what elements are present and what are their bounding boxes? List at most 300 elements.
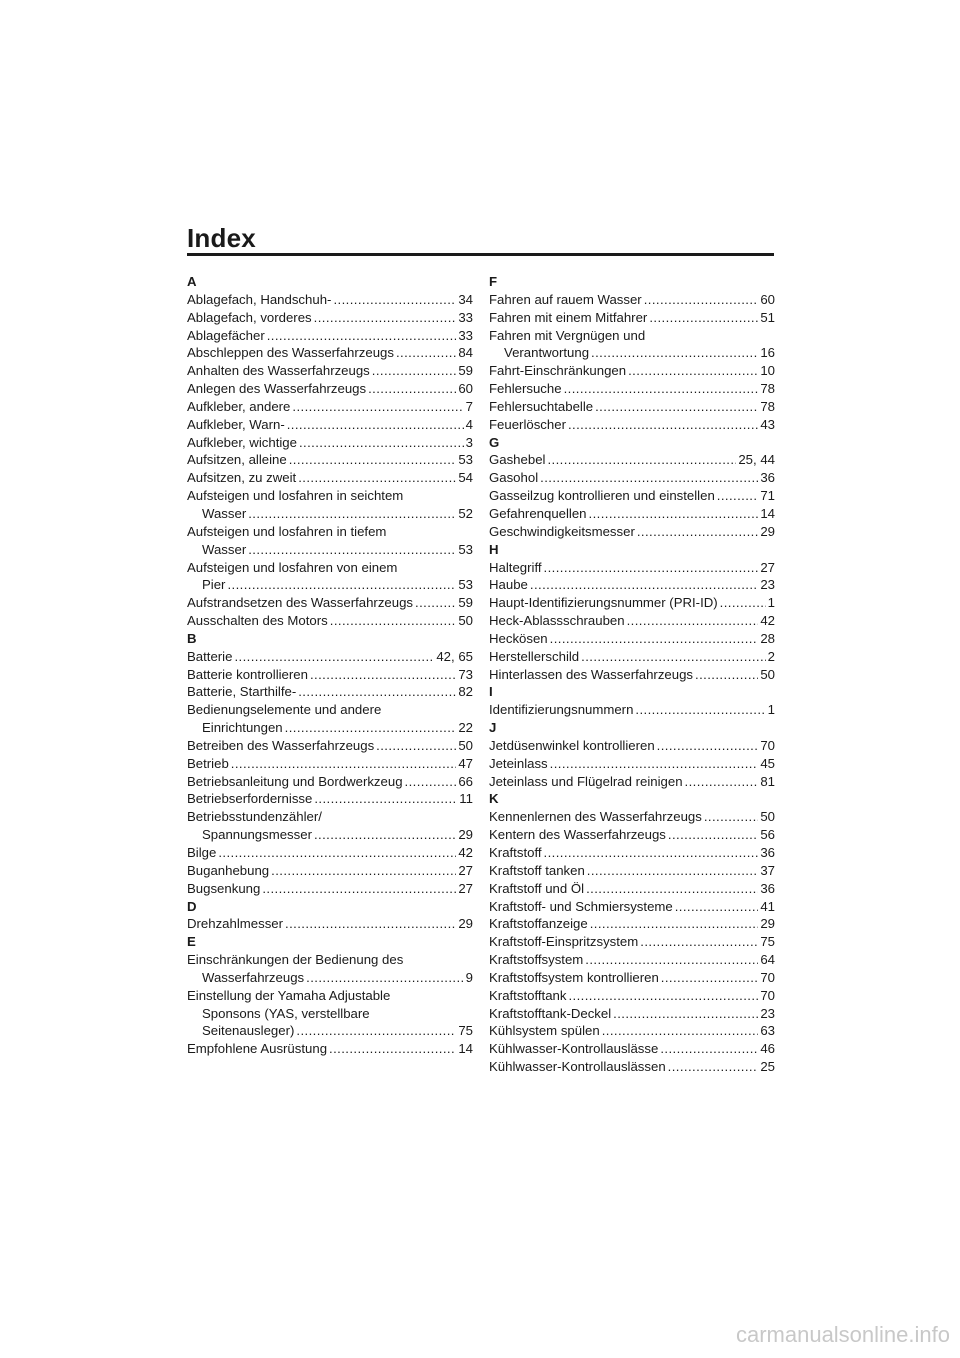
entry-label: Abschleppen des Wasserfahrzeugs xyxy=(187,345,394,361)
index-entry xyxy=(489,898,775,916)
page-number: 28 xyxy=(760,630,775,646)
entry-label: Heckösen xyxy=(489,630,548,646)
entry-label: Ablagefach, vorderes xyxy=(187,309,312,325)
dot-leader xyxy=(248,541,456,559)
dot-leader xyxy=(602,1022,759,1040)
page-number: 22 xyxy=(458,720,473,736)
entry-label: Verantwortung xyxy=(504,345,590,361)
dot-leader xyxy=(547,451,736,469)
index-entry-row xyxy=(187,469,473,487)
dot-leader xyxy=(587,862,759,880)
dot-leader xyxy=(635,701,765,719)
dot-leader xyxy=(695,666,758,684)
page-number: 27 xyxy=(458,880,473,896)
entry-label: Aufkleber, andere xyxy=(187,398,291,414)
index-entry xyxy=(187,398,473,416)
index-entry xyxy=(489,1022,775,1040)
page-number: 11 xyxy=(459,791,473,807)
index-entry xyxy=(187,451,473,469)
dot-leader xyxy=(310,666,456,684)
section-letter: B xyxy=(187,630,197,646)
entry-label: Identifizierungsnummern xyxy=(489,702,634,718)
page-number: 4 xyxy=(465,416,473,432)
page-number: 43 xyxy=(760,416,775,432)
dot-leader xyxy=(720,594,766,612)
page-number: 25 xyxy=(760,1059,775,1075)
index-entry xyxy=(489,291,775,309)
index-entry-row xyxy=(187,451,473,469)
page-number: 56 xyxy=(760,827,775,843)
page-number: 36 xyxy=(760,845,775,860)
index-entry-row xyxy=(187,362,473,380)
dot-leader xyxy=(285,719,457,737)
page-number: 37 xyxy=(760,862,775,878)
index-entry-row xyxy=(489,933,775,951)
page-number: 29 xyxy=(760,916,775,932)
entry-label: Kraftstoff-Einspritzsystem xyxy=(489,934,639,950)
dot-leader xyxy=(649,309,758,327)
entry-label: Kraftstoff- und Schmiersysteme xyxy=(489,898,673,914)
index-entry xyxy=(187,380,473,398)
page-number: 3 xyxy=(465,434,473,450)
dot-leader xyxy=(586,880,758,898)
index-entry-row xyxy=(187,1022,473,1040)
index-entry-row xyxy=(489,344,775,362)
page-number: 23 xyxy=(760,577,775,593)
index-entry xyxy=(187,844,473,862)
index-entry-row xyxy=(187,880,473,898)
index-entry-row xyxy=(187,344,473,362)
index-entry xyxy=(187,737,473,755)
page-number: 71 xyxy=(760,488,775,504)
index-entry-row xyxy=(489,826,775,844)
index-entry-row xyxy=(489,898,775,916)
page-number: 47 xyxy=(458,755,473,771)
index-entry-row xyxy=(489,362,775,380)
page-number: 45 xyxy=(760,755,775,771)
page-number: 63 xyxy=(760,1023,775,1039)
index-entry xyxy=(489,469,775,487)
page-number: 70 xyxy=(760,737,775,753)
index-entry-row xyxy=(187,416,473,434)
index-entry-row xyxy=(489,416,775,434)
index-entry xyxy=(187,487,473,523)
dot-leader xyxy=(627,612,759,630)
entry-label: Jeteinlass xyxy=(489,755,548,771)
page-number: 53 xyxy=(458,452,473,468)
entry-label: Haupt-Identifizierungsnummer (PRI-ID) xyxy=(489,595,718,611)
index-entry xyxy=(187,755,473,773)
index-entry xyxy=(489,1058,775,1076)
page-number: 64 xyxy=(760,952,775,968)
page-number: 46 xyxy=(760,1041,775,1057)
index-entry xyxy=(489,487,775,505)
index-entry-row xyxy=(187,862,473,880)
page-number: 52 xyxy=(458,505,473,521)
index-entry xyxy=(489,380,775,398)
entry-label: Kraftstoff xyxy=(489,845,542,860)
section-letter: A xyxy=(187,274,197,289)
entry-label: Geschwindigkeitsmesser xyxy=(489,523,635,539)
section-letter: K xyxy=(489,791,499,807)
page-number: 70 xyxy=(760,987,775,1003)
entry-label: Betreiben des Wasserfahrzeugs xyxy=(187,737,375,753)
page-number: 34 xyxy=(458,291,473,307)
index-entry-line: Aufsteigen und losfahren von einem xyxy=(187,559,398,575)
entry-label: Aufsitzen, alleine xyxy=(187,452,287,468)
page-number: 84 xyxy=(458,345,473,361)
dot-leader xyxy=(568,987,758,1005)
page-number: 78 xyxy=(760,398,775,414)
page-number: 59 xyxy=(458,595,473,611)
index-entry-row xyxy=(187,755,473,773)
index-entry-row xyxy=(187,666,473,684)
dot-leader xyxy=(306,969,464,987)
page-number: 1 xyxy=(767,595,775,611)
page-number: 59 xyxy=(458,363,473,379)
index-entry-row xyxy=(489,880,775,898)
index-entry-row xyxy=(489,309,775,327)
page-number: 7 xyxy=(465,398,473,414)
dot-leader xyxy=(568,416,758,434)
index-entry xyxy=(187,612,473,630)
dot-leader xyxy=(628,362,758,380)
index-entry-row xyxy=(489,1040,775,1058)
index-entry-row xyxy=(489,576,775,594)
index-entry xyxy=(187,880,473,898)
dot-leader xyxy=(540,469,758,487)
dot-leader xyxy=(591,344,758,362)
index-entry xyxy=(187,327,473,345)
index-entry xyxy=(489,362,775,380)
entry-label: Haube xyxy=(489,577,528,593)
section-letter: G xyxy=(489,434,500,450)
entry-label: Aufstrandsetzen des Wasserfahrzeugs xyxy=(187,595,414,611)
entry-label: Haltegriff xyxy=(489,559,542,575)
dot-leader xyxy=(668,826,758,844)
index-entry-row xyxy=(187,291,473,309)
entry-label: Empfohlene Ausrüstung xyxy=(187,1041,328,1057)
dot-leader xyxy=(271,862,456,880)
section-letter: D xyxy=(187,898,197,914)
page-number: 2 xyxy=(767,648,775,664)
page-number: 51 xyxy=(760,309,775,325)
entry-label: Betriebsanleitung und Bordwerkzeug xyxy=(187,773,403,789)
index-entry-row xyxy=(187,327,473,345)
index-entry-line: Aufsteigen und losfahren in tiefem xyxy=(187,523,387,539)
entry-label: Aufsitzen, zu zweit xyxy=(187,470,297,486)
index-entry xyxy=(187,469,473,487)
dot-leader xyxy=(330,612,457,630)
entry-label: Kraftstoff und Öl xyxy=(489,880,585,896)
index-entry-row xyxy=(489,451,775,469)
entry-label: Fehlersuchtabelle xyxy=(489,398,594,414)
dot-leader xyxy=(595,398,758,416)
index-entry-row xyxy=(187,790,473,808)
page-number: 42 xyxy=(458,845,473,860)
page-number: 16 xyxy=(760,345,775,361)
index-entry-line: Aufsteigen und losfahren in seichtem xyxy=(187,488,404,504)
index-entry xyxy=(489,505,775,523)
entry-label: Kraftstoffsystem kontrollieren xyxy=(489,969,659,985)
page-number: 75 xyxy=(458,1023,473,1039)
index-entry-row xyxy=(187,969,473,987)
entry-label: Wasser xyxy=(202,541,247,557)
dot-leader xyxy=(314,309,457,327)
entry-label: Jeteinlass und Flügelrad reinigen xyxy=(489,773,683,789)
index-entry xyxy=(489,987,775,1005)
dot-leader xyxy=(585,951,758,969)
dot-leader xyxy=(292,398,463,416)
page-number: 36 xyxy=(760,470,775,486)
dot-leader xyxy=(590,915,759,933)
index-entry xyxy=(489,862,775,880)
entry-label: Gasohol xyxy=(489,470,539,486)
page-number: 10 xyxy=(760,363,775,379)
index-entry xyxy=(489,612,775,630)
section-letter: I xyxy=(489,684,493,700)
page-number: 23 xyxy=(760,1005,775,1021)
dot-leader xyxy=(660,1040,758,1058)
index-entry-row xyxy=(489,987,775,1005)
page-number: 41 xyxy=(760,898,775,914)
index-entry-row xyxy=(489,951,775,969)
page-number: 50 xyxy=(458,737,473,753)
index-entry xyxy=(187,523,473,559)
page-number: 66 xyxy=(458,773,473,789)
index-entry-row xyxy=(489,594,775,612)
index-entry xyxy=(187,344,473,362)
index-entry xyxy=(187,416,473,434)
index-entry-row xyxy=(489,1058,775,1076)
dot-leader xyxy=(396,344,456,362)
page-number: 42, 65 xyxy=(436,648,473,664)
entry-label: Buganhebung xyxy=(187,862,270,878)
index-entry-row xyxy=(489,380,775,398)
index-entry xyxy=(489,826,775,844)
index-entry xyxy=(489,594,775,612)
entry-label: Ablagefach, Handschuh- xyxy=(187,291,332,307)
dot-leader xyxy=(613,1005,758,1023)
entry-label: Batterie xyxy=(187,648,233,664)
index-entry-row xyxy=(187,434,473,452)
dot-leader xyxy=(589,505,759,523)
index-entry-row xyxy=(489,1022,775,1040)
dot-leader xyxy=(644,291,759,309)
index-entry-line: Einschränkungen der Bedienung des xyxy=(187,952,404,968)
index-entry xyxy=(489,559,775,577)
index-entry-row xyxy=(187,844,473,862)
dot-leader xyxy=(248,505,456,523)
index-entry xyxy=(489,844,775,862)
index-entry-row xyxy=(489,862,775,880)
index-entry-row xyxy=(187,826,473,844)
index-entry-row xyxy=(187,309,473,327)
page-number: 53 xyxy=(458,541,473,557)
index-column-left xyxy=(187,273,473,1058)
index-entry-row xyxy=(489,773,775,791)
index-entry xyxy=(187,683,473,701)
entry-label: Kraftstofftank-Deckel xyxy=(489,1005,612,1021)
index-entry xyxy=(489,933,775,951)
page-number: 81 xyxy=(760,773,775,789)
page-number: 60 xyxy=(458,381,473,397)
entry-label: Aufkleber, wichtige xyxy=(187,434,297,450)
entry-label: Kraftstoffsystem xyxy=(489,952,584,968)
entry-label: Batterie kontrollieren xyxy=(187,666,308,682)
dot-leader xyxy=(234,648,434,666)
watermark-footer: carmanualsonline.info xyxy=(735,1322,950,1347)
page-number: 42 xyxy=(760,613,775,629)
index-entry-row xyxy=(489,398,775,416)
entry-label: Kraftstoffanzeige xyxy=(489,916,588,932)
dot-leader xyxy=(564,380,759,398)
index-entry-line: Sponsons (YAS, verstellbare xyxy=(202,1005,370,1021)
entry-label: Kraftstoff tanken xyxy=(489,862,585,878)
dot-leader xyxy=(231,755,457,773)
entry-label: Kraftstofftank xyxy=(489,987,567,1003)
index-entry-line: Einstellung der Yamaha Adjustable xyxy=(187,987,391,1003)
section-letter: F xyxy=(489,274,498,289)
entry-label: Ausschalten des Motors xyxy=(187,613,328,629)
index-entry-row xyxy=(187,773,473,791)
dot-leader xyxy=(372,362,457,380)
entry-label: Ablagefächer xyxy=(187,327,265,343)
index-entry xyxy=(187,790,473,808)
page-number: 82 xyxy=(458,684,473,700)
index-entry-row xyxy=(489,808,775,826)
index-entry xyxy=(489,915,775,933)
entry-label: Gashebel xyxy=(489,452,546,468)
entry-label: Anlegen des Wasserfahrzeugs xyxy=(187,381,367,397)
dot-leader xyxy=(550,630,759,648)
dot-leader xyxy=(640,933,758,951)
entry-label: Gefahrenquellen xyxy=(489,505,587,521)
index-entry xyxy=(489,576,775,594)
index-entry-row xyxy=(187,594,473,612)
entry-label: Aufkleber, Warn- xyxy=(187,416,285,432)
index-entry-row xyxy=(489,666,775,684)
page-number: 53 xyxy=(458,577,473,593)
index-column-right xyxy=(489,273,775,1076)
index-entry xyxy=(187,666,473,684)
index-entry xyxy=(489,701,775,719)
entry-label: Fahrt-Einschränkungen xyxy=(489,363,627,379)
page-number: 33 xyxy=(458,327,473,343)
entry-label: Spannungsmesser xyxy=(202,827,312,843)
entry-label: Gasseilzug kontrollieren und einstellen xyxy=(489,488,715,504)
page-number: 60 xyxy=(760,291,775,307)
index-entry-row xyxy=(187,1040,473,1058)
section-letter: E xyxy=(187,934,196,950)
entry-label: Kühlwasser-Kontrollauslässen xyxy=(489,1059,666,1075)
entry-label: Heck-Ablassschrauben xyxy=(489,613,625,629)
index-entry xyxy=(489,398,775,416)
dot-leader xyxy=(376,737,456,755)
index-entry xyxy=(489,630,775,648)
index-entry-row xyxy=(187,612,473,630)
index-entry xyxy=(489,416,775,434)
index-entry xyxy=(489,1040,775,1058)
entry-label: Anhalten des Wasserfahrzeugs xyxy=(187,363,370,379)
page-number: 9 xyxy=(465,969,473,985)
index-entry xyxy=(187,1040,473,1058)
dot-leader xyxy=(581,648,766,666)
dot-leader xyxy=(685,773,759,791)
page-number: 75 xyxy=(760,934,775,950)
index-entry xyxy=(187,309,473,327)
page-number: 36 xyxy=(760,880,775,896)
index-entry-row xyxy=(187,380,473,398)
entry-label: Bugsenkung xyxy=(187,880,261,896)
index-entry-row xyxy=(489,505,775,523)
entry-label: Wasserfahrzeugs xyxy=(202,969,305,985)
entry-label: Kentern des Wasserfahrzeugs xyxy=(489,827,666,843)
index-entry-row xyxy=(489,737,775,755)
dot-leader xyxy=(405,773,457,791)
dot-leader xyxy=(544,844,759,862)
index-entry xyxy=(489,309,775,327)
dot-leader xyxy=(329,1040,456,1058)
index-entry xyxy=(187,594,473,612)
index-entry xyxy=(187,915,473,933)
index-entry-line: Fahren mit Vergnügen und xyxy=(489,327,646,343)
index-entry xyxy=(489,451,775,469)
dot-leader xyxy=(218,844,456,862)
entry-label: Betrieb xyxy=(187,755,229,771)
index-entry xyxy=(489,969,775,987)
dot-leader xyxy=(637,523,758,541)
index-entry xyxy=(489,755,775,773)
index-entry xyxy=(489,951,775,969)
index-entry xyxy=(489,648,775,666)
dot-leader xyxy=(544,559,759,577)
index-entry-line: Betriebsstundenzähler/ xyxy=(187,809,322,825)
page-number: 50 xyxy=(760,809,775,825)
index-entry xyxy=(489,327,775,363)
index-entry-row xyxy=(489,1005,775,1023)
page-number: 50 xyxy=(760,666,775,682)
index-entry-row xyxy=(489,701,775,719)
dot-leader xyxy=(285,915,456,933)
index-entry-row xyxy=(187,683,473,701)
index-entry-row xyxy=(489,612,775,630)
index-entry-row xyxy=(187,915,473,933)
index-entry xyxy=(187,291,473,309)
index-entry xyxy=(489,773,775,791)
dot-leader xyxy=(333,291,456,309)
entry-label: Hinterlassen des Wasserfahrzeugs xyxy=(489,666,694,682)
index-entry xyxy=(489,808,775,826)
index-entry xyxy=(187,559,473,595)
page-number: 29 xyxy=(458,916,473,932)
entry-label: Einrichtungen xyxy=(202,720,283,736)
index-entry xyxy=(187,951,473,987)
dot-leader xyxy=(704,808,758,826)
index-entry-row xyxy=(187,737,473,755)
index-entry-row xyxy=(187,541,473,559)
index-entry-row xyxy=(489,969,775,987)
index-entry xyxy=(187,987,473,1041)
index-entry xyxy=(489,880,775,898)
index-entry xyxy=(489,523,775,541)
dot-leader xyxy=(298,469,456,487)
entry-label: Feuerlöscher xyxy=(489,416,566,432)
index-entry-row xyxy=(489,559,775,577)
dot-leader xyxy=(296,1022,456,1040)
entry-label: Pier xyxy=(202,577,226,593)
dot-leader xyxy=(287,416,464,434)
